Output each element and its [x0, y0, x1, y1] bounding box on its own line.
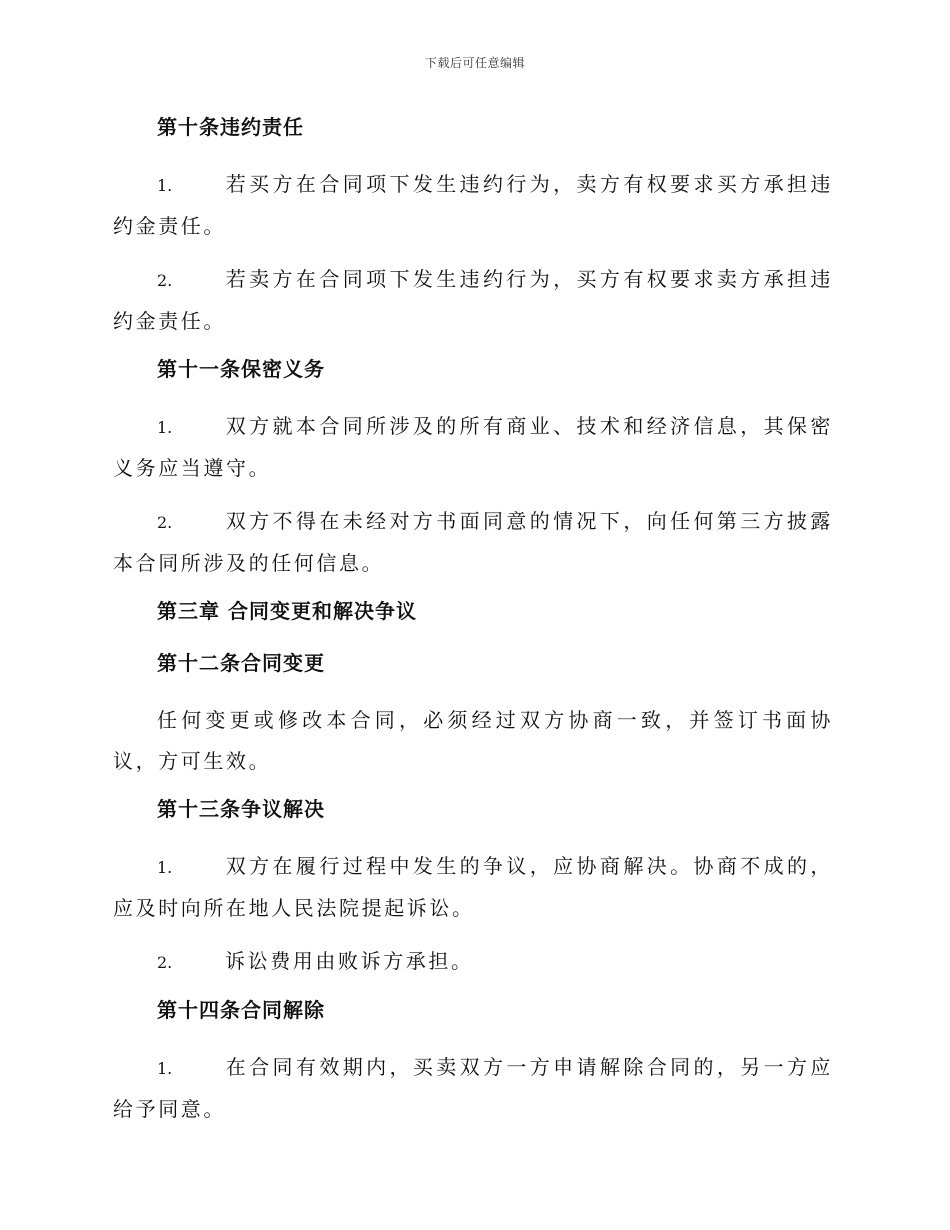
clause-13-1: [113, 846, 833, 929]
clause-text: 若买方在合同项下发生违约行为，卖方有权要求买方承担违约金责任。: [113, 172, 833, 238]
clause-number: 1.: [157, 176, 173, 195]
section-heading-10: 第十条违约责任: [157, 115, 304, 139]
clause-13-2: [113, 941, 833, 983]
clause-number: 2.: [157, 271, 173, 290]
clause-number: 1.: [157, 1059, 173, 1078]
clause-number: 2.: [157, 513, 173, 532]
clause-14-1: [113, 1047, 833, 1130]
clause-number: 2.: [157, 953, 173, 972]
clause-11-1: [113, 406, 833, 489]
section-heading-14: 第十四条合同解除: [157, 998, 325, 1022]
clause-text: 在合同有效期内，买卖双方一方申请解除合同的，另一方应给予同意。: [113, 1055, 833, 1121]
clause-number: 1.: [157, 858, 173, 877]
clause-text: 诉讼费用由败诉方承担。: [225, 949, 474, 973]
clause-10-1: [113, 164, 833, 247]
clause-10-2: [113, 259, 833, 342]
section-heading-13: 第十三条争议解决: [157, 797, 325, 821]
chapter-heading-3: 第三章 合同变更和解决争议: [157, 599, 417, 623]
clause-11-2: [113, 501, 833, 584]
clause-text: 若卖方在合同项下发生违约行为，买方有权要求卖方承担违约金责任。: [113, 267, 833, 333]
clause-12-paragraph: 任何变更或修改本合同，必须经过双方协商一致，并签订书面协议，方可生效。: [113, 708, 833, 773]
section-heading-12: 第十二条合同变更: [157, 651, 325, 675]
section-heading-11: 第十一条保密义务: [157, 357, 325, 381]
page-header-note: 下载后可任意编辑: [424, 56, 525, 70]
document-body: [113, 112, 833, 1142]
clause-text: 双方在履行过程中发生的争议，应协商解决。协商不成的，应及时向所在地人民法院提起诉讼。: [113, 854, 833, 920]
clause-text: 双方不得在未经对方书面同意的情况下，向任何第三方披露本合同所涉及的任何信息。: [113, 509, 833, 575]
clause-number: 1.: [157, 418, 173, 437]
clause-text: 双方就本合同所涉及的所有商业、技术和经济信息，其保密义务应当遵守。: [113, 414, 833, 480]
